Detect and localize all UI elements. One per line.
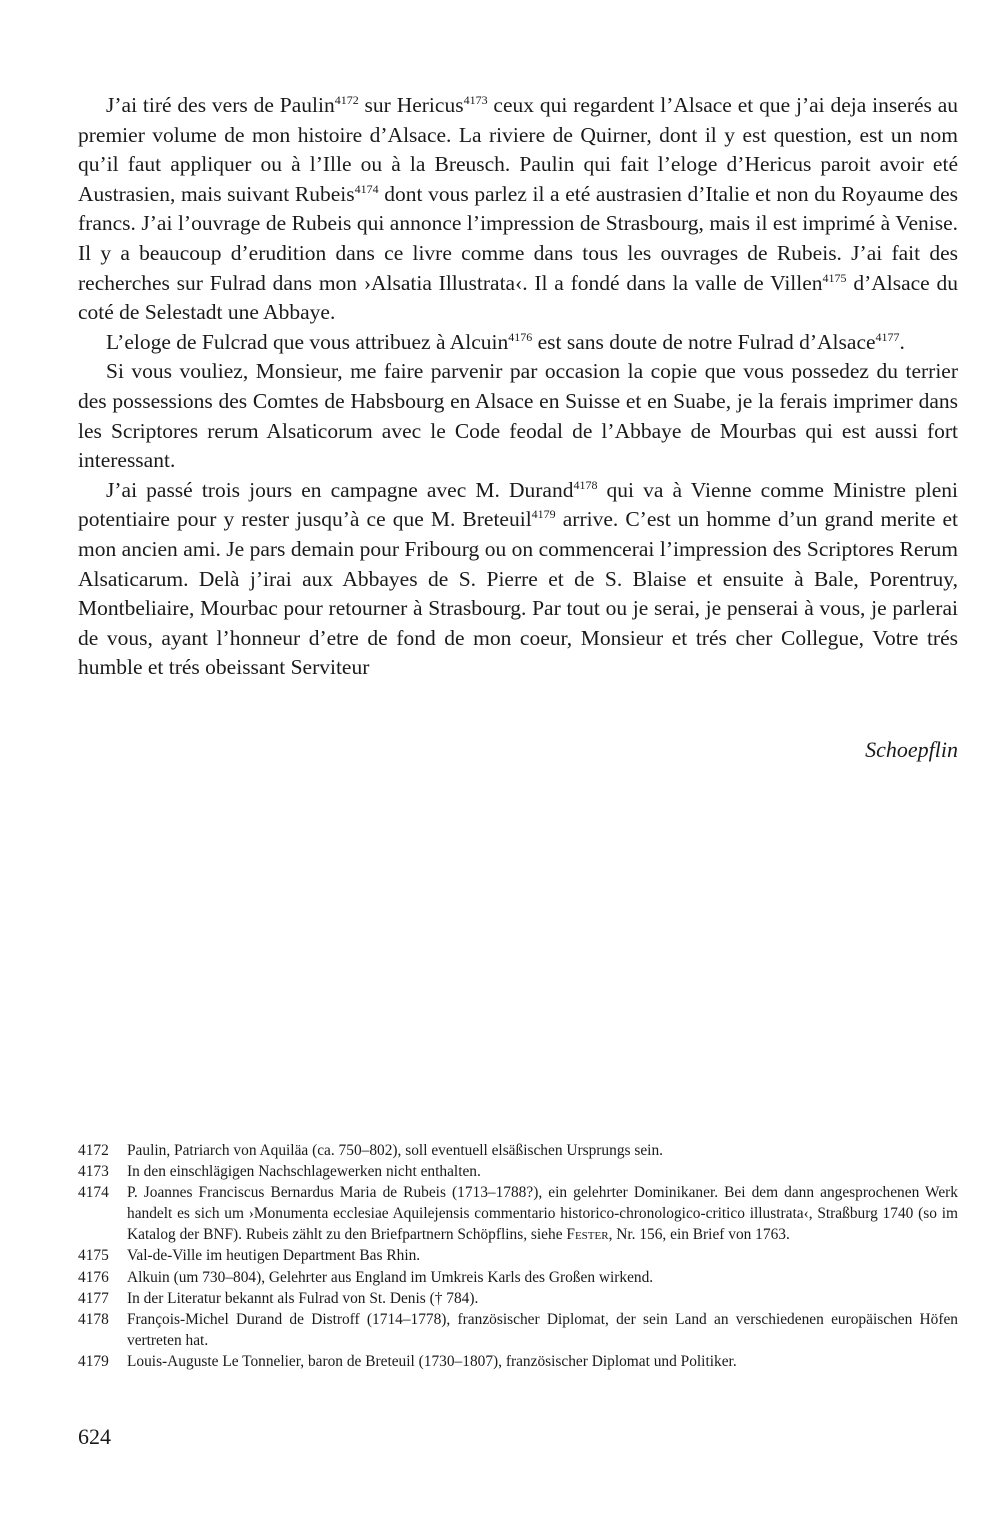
page-number: 624 [78, 1424, 111, 1449]
text-run: P. Joannes Franciscus Bernardus Maria de Rubeis (1713–1788?), ein gelehrter Dominikaner. Bei dem dann angesprochenen Werk handelt es sich um ›Monumenta ecclesiae Aquilejensis commentario historico-chronologico-critico illustrata‹, Straßburg 1740 (so im Katalog der BNF). Rubeis zählt zu den Briefpartnern Schöpflins, siehe [127, 1184, 958, 1244]
footnote-4176 [78, 1267, 958, 1288]
paragraph-2 [78, 328, 958, 358]
text-run: qui va à Vienne comme Ministre pleni potentiaire pour y rester jusqu’à ce que M. Breteuil [78, 477, 959, 532]
footnote-4175 [78, 1245, 958, 1266]
text-run: sur Hericus [358, 93, 464, 117]
text-run: arrive. C’est un homme d’un grand merite et mon ancien ami. Je pars demain pour Fribourg ou on commencerai l’impression des Scriptores Rerum Alsaticarum. Delà j’irai aux Abbayes de S. Pierre et de S. Blaise et ensuite à Bale, Porentruy, Montbeliaire, Mourbac pour retourner à Strasbourg. Par tout ou je serai, je penserai à vous, je parlerai de vous, ayant l’honneur d’etre de fond de mon coeur, Monsieur et trés cher Collegue, Votre trés humble et trés obeissant Serviteur [78, 507, 958, 680]
text-run: d’Alsace du coté de Selestadt une Abbaye. [78, 270, 959, 325]
text-run: est sans doute de notre Fulrad d’Alsace [532, 329, 876, 354]
footnote-ref-4176[interactable]: 4176 [508, 329, 533, 344]
footnote-4173 [78, 1161, 958, 1182]
author-reference-smallcaps: Fester [566, 1226, 609, 1244]
footnote-text: Louis-Auguste Le Tonnelier, baron de Breteuil (1730–1807), französischer Diplomat und Politiker. [127, 1352, 737, 1370]
footnote-4177 [78, 1288, 958, 1309]
text-run: , Nr. 156, ein Brief von 1763. [608, 1226, 790, 1244]
footnote-text: Paulin, Patriarch von Aquiläa (ca. 750–802), soll eventuell elsäßischen Ursprungs sein. [127, 1142, 663, 1159]
footnote-ref-4174[interactable]: 4174 [354, 181, 379, 196]
footnote-number: 4172 [78, 1142, 109, 1159]
footnote-ref-4175[interactable]: 4175 [822, 270, 847, 285]
footnote-text: In den einschlägigen Nachschlagewerken nicht enthalten. [127, 1163, 481, 1181]
footnote-4174 [78, 1182, 958, 1245]
footnote-number: 4179 [78, 1352, 109, 1370]
footnote-text: Alkuin (um 730–804), Gelehrter aus England im Umkreis Karls des Großen wirkend. [127, 1268, 654, 1286]
text-run: J’ai passé trois jours en campagne avec M. Durand [106, 477, 574, 502]
footnote-number: 4174 [78, 1184, 109, 1202]
footnote-number: 4178 [78, 1310, 109, 1328]
footnote-ref-4173[interactable]: 4173 [463, 93, 488, 107]
paragraph-4 [78, 476, 958, 683]
footnote-4172 [78, 1140, 958, 1161]
text-run: ceux qui regardent l’Alsace et que j’ai deja inserés au premier volume de mon histoire d’Alsace. La riviere de Quirner, dont il y est question, est un nom qu’il faut appliquer ou à l’Ille ou à la Breusch. Paulin qui fait l’eloge d’Hericus paroit avoir eté Austrasien, mais suivant Rubeis [78, 93, 958, 206]
footnote-ref-4172[interactable]: 4172 [334, 93, 359, 107]
footnote-text: François-Michel Durand de Distroff (1714–1778), französischer Diplomat, der sein Land an verschiedenen europäischen Höfen vertreten hat. [127, 1310, 958, 1349]
text-run: dont vous parlez il a eté austrasien d’Italie et non du Royaume des francs. J’ai l’ouvrage de Rubeis qui annonce l’impression de Strasbourg, mais il est imprimé à Venise. Il y a beaucoup d’erudition dans ce livre comme dans tous les ouvrages de Rubeis. J’ai fait des recherches sur Fulrad dans mon ›Alsatia Illustrata‹. Il a fondé dans la valle de Villen [78, 181, 958, 295]
paragraph-1 [78, 91, 958, 328]
footnote-4179 [78, 1351, 958, 1372]
text-run: L’eloge de Fulcrad que vous attribuez à Alcuin [106, 329, 509, 354]
footnote-number: 4177 [78, 1289, 109, 1307]
text-run: . [899, 329, 905, 354]
footnote-number: 4173 [78, 1163, 109, 1181]
footnote-text: Val-de-Ville im heutigen Department Bas Rhin. [127, 1247, 421, 1265]
text-run: J’ai tiré des vers de Paulin [106, 93, 335, 117]
letter-body [78, 91, 958, 683]
footnote-text: In der Literatur bekannt als Fulrad von St. Denis († 784). [127, 1289, 479, 1307]
footnotes-section [78, 1140, 958, 1372]
footnote-text [127, 1182, 958, 1245]
footnote-ref-4179[interactable]: 4179 [531, 507, 556, 522]
footnote-ref-4178[interactable]: 4178 [573, 477, 598, 492]
footnote-ref-4177[interactable]: 4177 [875, 329, 900, 344]
footnote-number: 4176 [78, 1268, 109, 1286]
footnote-4178 [78, 1309, 958, 1351]
paragraph-3 [78, 357, 958, 475]
signature: Schoepflin [865, 737, 958, 762]
footnote-number: 4175 [78, 1247, 109, 1265]
text-run: Si vous vouliez, Monsieur, me faire parvenir par occasion la copie que vous possedez du terrier des possessions des Comtes de Habsbourg en Alsace en Suisse et en Suabe, je la ferais imprimer dans les Scriptores rerum Alsaticorum avec le Code feodal de l’Abbaye de Mourbas qui est aussi fort interessant. [78, 359, 958, 473]
